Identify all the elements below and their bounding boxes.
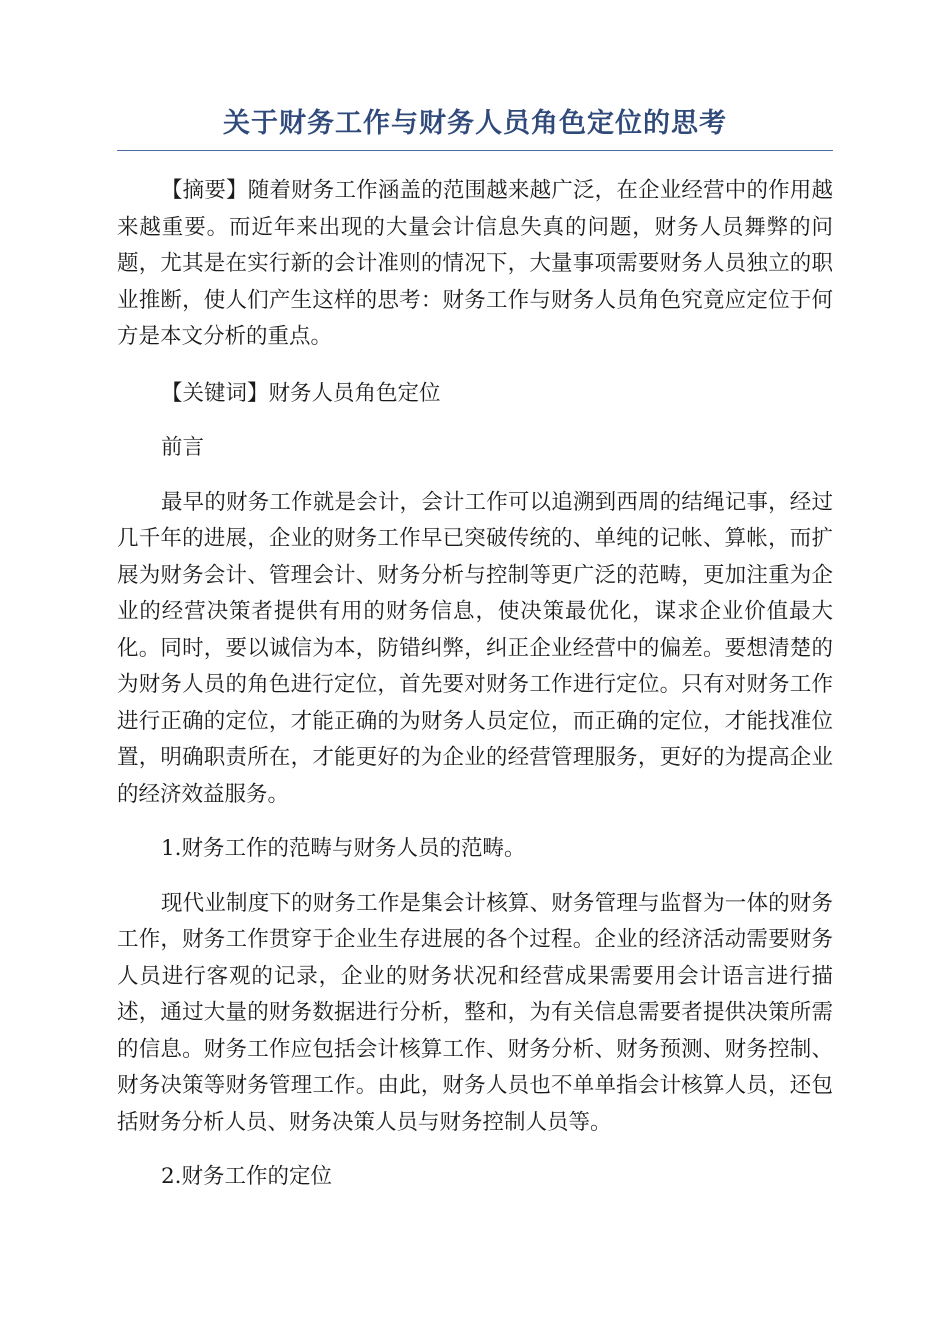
section-1-heading: 1.财务工作的范畴与财务人员的范畴。 (161, 836, 526, 861)
keywords-line: 【关键词】财务人员角色定位 (161, 380, 441, 406)
body-paragraph-1: 最早的财务工作就是会计，会计工作可以追溯到西周的结绳记事，经过几千年的进展，企业的财务工作早已突破传统的、单纯的记帐、算帐，而扩展为财务会计、管理会计、财务分析与控制等更广泛的范畴，更加注重为企业的经营决策者提供有用的财务信息，使决策最优化，谋求企业价值最大化。同时，要以诚信为本，防错纠弊，纠正企业经营中的偏差。要想清楚的为财务人员的角色进行定位，首先要对财务工作进行定位。只有对财务工作进行正确的定位，才能正确的为财务人员定位，而正确的定位，才能找准位置，明确职责所在，才能更好的为企业的经营管理服务，更好的为提高企业的经济效益服务。 (117, 489, 833, 807)
abstract-paragraph: 【摘要】随着财务工作涵盖的范围越来越广泛，在企业经营中的作用越来越重要。而近年来出现的大量会计信息失真的问题，财务人员舞弊的问题，尤其是在实行新的会计准则的情况下，大量事项需要财务人员独立的职业推断，使人们产生这样的思考：财务工作与财务人员角色究竟应定位于何方是本文分析的重点。 (117, 178, 833, 349)
document-page (117, 104, 833, 1196)
body-paragraph-2: 现代业制度下的财务工作是集会计核算、财务管理与监督为一体的财务工作，财务工作贯穿于企业生存进展的各个过程。企业的经济活动需要财务人员进行客观的记录，企业的财务状况和经营成果需要用会计语言进行描述，通过大量的财务数据进行分析，整和，为有关信息需要者提供决策所需的信息。财务工作应包括会计核算工作、财务分析、财务预测、财务控制、财务决策等财务管理工作。由此，财务人员也不单单指会计核算人员，还包括财务分析人员、财务决策人员与财务控制人员等。 (117, 890, 833, 1135)
section-2-heading: 2.财务工作的定位 (161, 1164, 333, 1189)
document-title: 关于财务工作与财务人员角色定位的思考 (117, 104, 833, 151)
preface-heading: 前言 (161, 435, 205, 460)
